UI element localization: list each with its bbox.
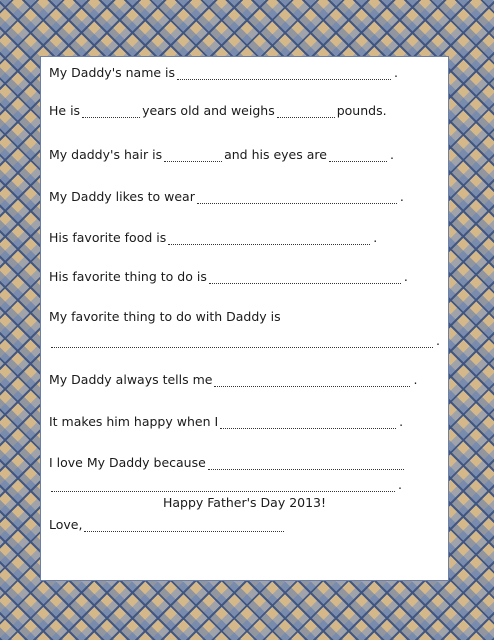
food-label: His favorite food is <box>49 230 167 245</box>
tells-line: My Daddy always tells me . <box>49 372 418 387</box>
age-blank[interactable] <box>82 107 140 118</box>
happy-label: It makes him happy when I <box>49 414 219 429</box>
hair-label: My daddy's hair is <box>49 147 163 162</box>
eyes-blank[interactable] <box>329 151 387 162</box>
thing-line: His favorite thing to do is . <box>49 269 408 284</box>
with-daddy-label: My favorite thing to do with Daddy is <box>49 309 281 324</box>
weight-blank[interactable] <box>277 107 335 118</box>
happy-line: It makes him happy when I . <box>49 414 404 429</box>
name-line: My Daddy's name is . <box>49 65 399 80</box>
age-line <box>49 103 440 118</box>
love-label: I love My Daddy because <box>49 455 206 470</box>
name-label: My Daddy's name is <box>49 65 176 80</box>
happy-blank[interactable] <box>220 418 396 429</box>
wear-label: My Daddy likes to wear <box>49 189 195 204</box>
hair-blank[interactable] <box>164 151 222 162</box>
hair-line: My daddy's hair is and his eyes are . <box>49 147 394 162</box>
worksheet <box>40 56 449 581</box>
signoff-blank[interactable] <box>84 521 284 532</box>
age-label: He is <box>49 103 81 118</box>
wear-line: My Daddy likes to wear . <box>49 189 404 204</box>
with-daddy-blank[interactable] <box>51 337 433 348</box>
greeting-line <box>49 495 440 510</box>
signoff-label: Love, <box>49 517 83 532</box>
greeting: Happy Father's Day 2013! <box>162 495 327 510</box>
love-blank[interactable] <box>208 459 404 470</box>
wear-blank[interactable] <box>197 193 397 204</box>
pounds-label: pounds. <box>336 103 387 118</box>
weight-label: years old and weighs <box>142 103 275 118</box>
food-line: His favorite food is . <box>49 230 378 245</box>
tells-blank[interactable] <box>214 376 410 387</box>
love-answer-line: . <box>49 477 440 492</box>
tells-label: My Daddy always tells me <box>49 372 213 387</box>
thing-label: His favorite thing to do is <box>49 269 207 284</box>
love-line <box>49 455 440 470</box>
with-daddy-line <box>49 309 440 324</box>
name-blank[interactable] <box>177 69 391 80</box>
eyes-label: and his eyes are <box>224 147 327 162</box>
food-blank[interactable] <box>168 234 370 245</box>
thing-blank[interactable] <box>209 273 401 284</box>
signoff-line <box>49 517 440 532</box>
with-daddy-answer-line: . <box>49 333 440 348</box>
love-blank-continued[interactable] <box>51 481 395 492</box>
